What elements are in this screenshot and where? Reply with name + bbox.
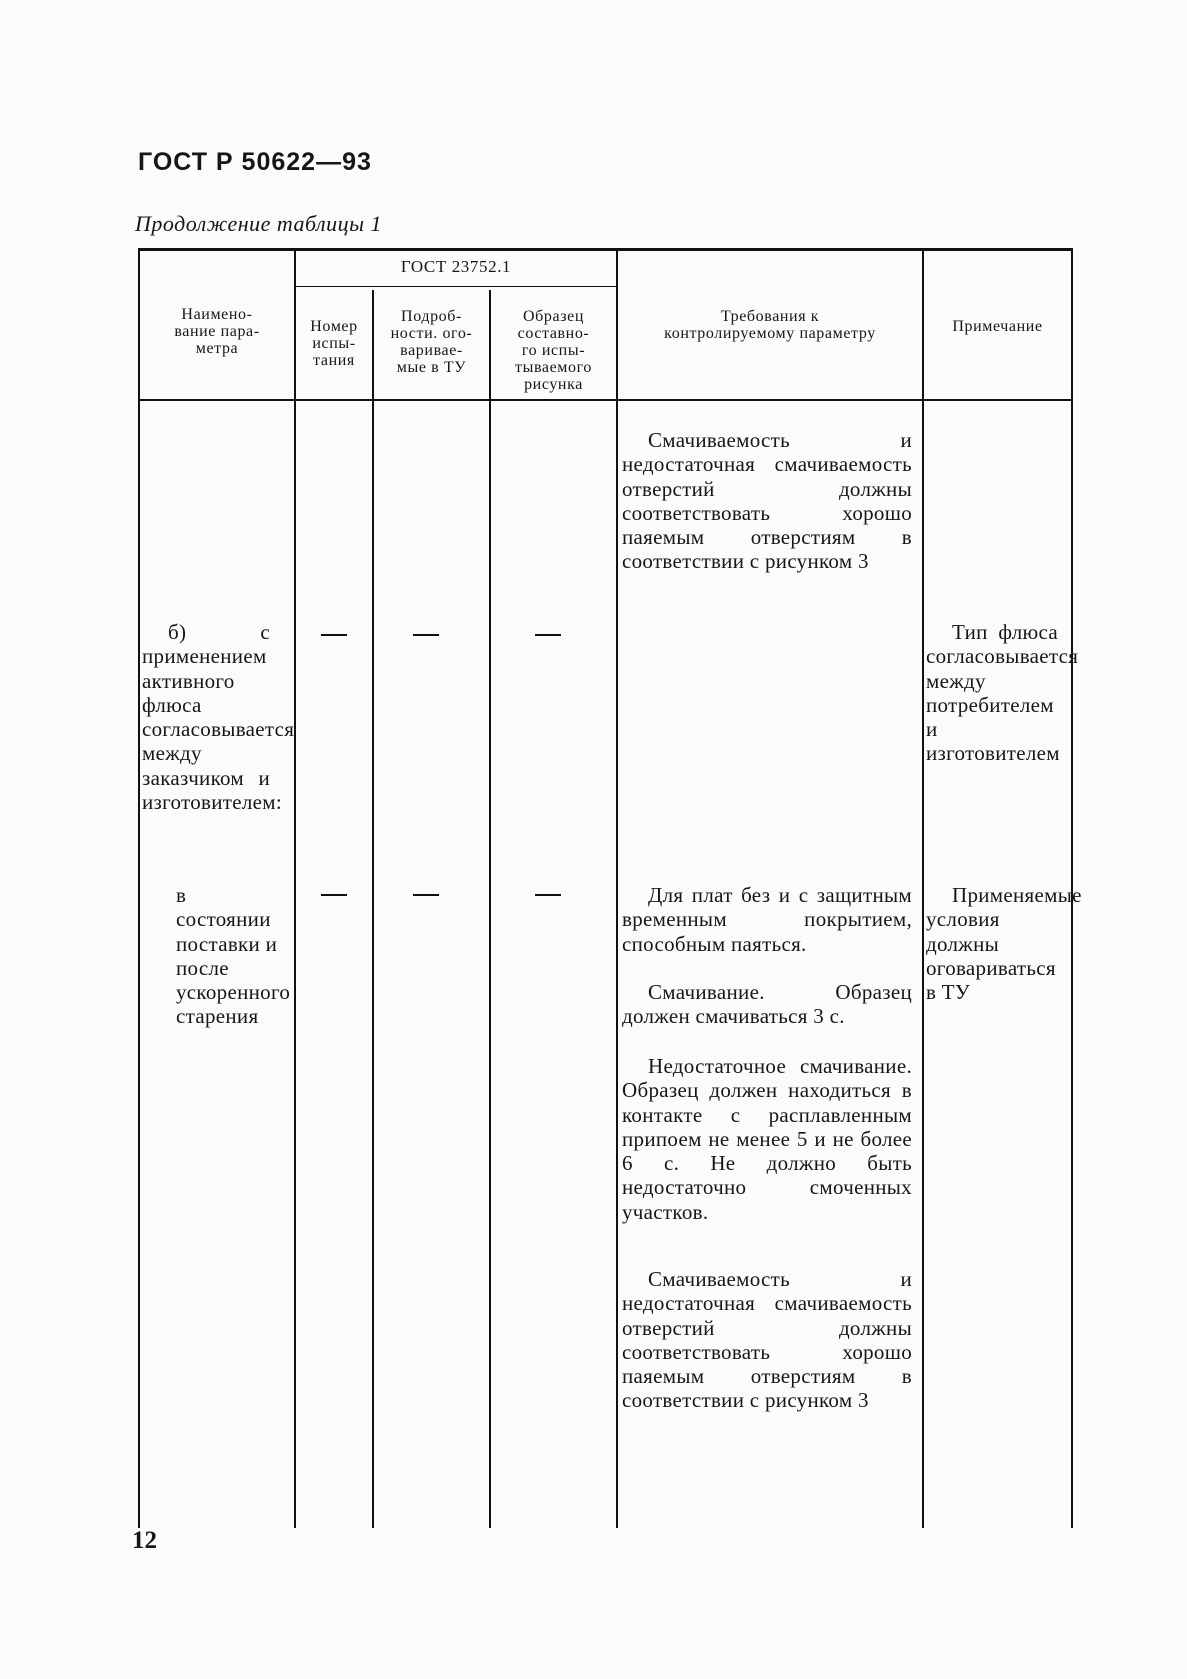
header-bottom-rule [138,399,1073,401]
empty-dash [413,634,439,636]
column-rule [294,250,296,1528]
requirement-text: Для плат без и с защитным временным покрытием, способным паяться. [622,883,912,956]
column-rule [616,250,618,1528]
param-name-cell: б) с применением активного флюса согласовывается между заказчиком и изготовителем: [142,620,295,815]
empty-dash [321,634,347,636]
gost-group-rule [296,286,616,287]
requirement-text: Смачиваемость и недостаточная смачиваемость отверстий должны соответствовать хорошо паяемым отверстиям в соответствии с рисунком 3 [622,428,912,574]
table-caption: Продолжение таблицы 1 [135,211,383,236]
requirement-text: Смачивание. Образец должен смачиваться 3 с. [622,980,912,1029]
empty-dash [321,894,347,896]
header-param-name: Наимено- вание пара- метра [174,306,260,357]
column-rule [922,250,924,1528]
note-cell: Применяемые условия должны оговариваться в ТУ [926,883,1082,1005]
header-test-number: Номер испы- тания [310,318,358,369]
header-gost-group: ГОСТ 23752.1 [400,257,512,276]
table-top-rule [138,248,1073,251]
column-rule [489,290,491,1528]
header-sample: Образец составно- го испы- тываемого рисунка [515,308,592,393]
page-number: 12 [132,1527,157,1554]
header-requirements: Требования к контролируемому параметру [664,308,876,342]
empty-dash [535,634,561,636]
column-rule [372,290,374,1528]
header-note: Примечание [952,318,1043,335]
note-cell: Тип флюса согласовывается между потребителем и изготовителем [926,620,1079,766]
requirement-text: Смачиваемость и недостаточная смачиваемость отверстий должны соответствовать хорошо паяемым отверстиям в соответствии с рисунком 3 [622,1267,912,1413]
param-name-cell: в состоянии поставки и после ускоренного старения [176,883,291,1029]
requirement-text: Недостаточное смачивание. Образец должен находиться в контакте с расплавленным припоем не менее 5 и не более 6 с. Не должно быть недостаточно смоченных участков. [622,1054,912,1224]
document-title: ГОСТ Р 50622—93 [138,148,372,176]
column-rule [138,250,140,1528]
empty-dash [535,894,561,896]
header-details: Подроб- ности. ого- вариваe- мые в ТУ [390,308,473,376]
empty-dash [413,894,439,896]
